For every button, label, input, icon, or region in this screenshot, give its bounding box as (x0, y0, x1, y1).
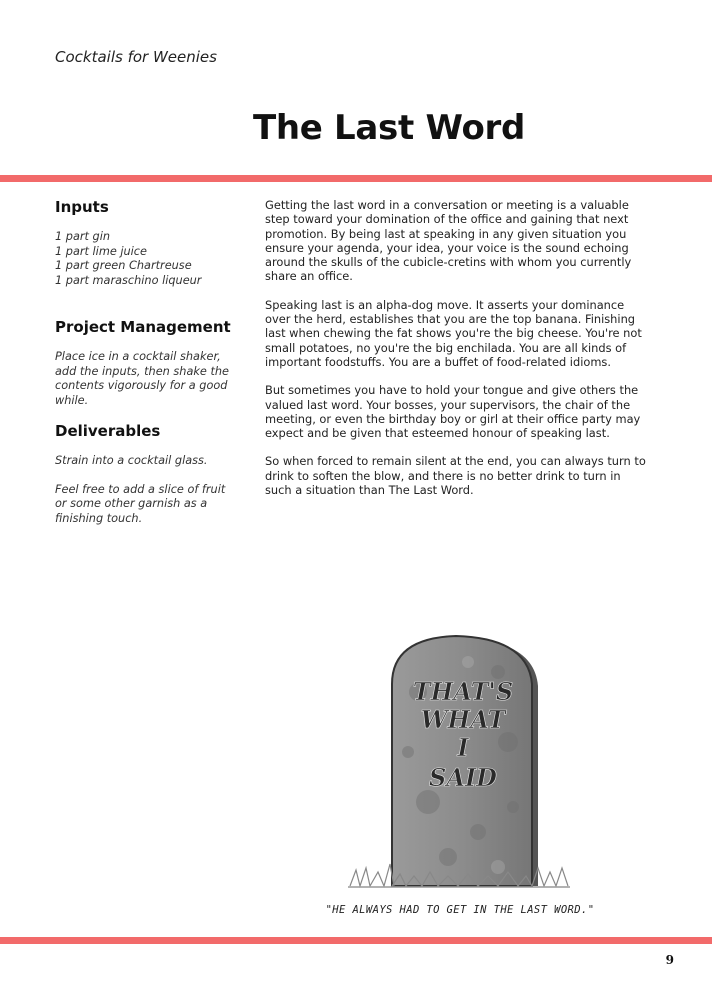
article-body (265, 198, 650, 511)
page-number: 9 (665, 953, 674, 967)
input-item: 1 part lime juice (55, 244, 147, 258)
bottom-divider (0, 937, 712, 944)
tombstone-line: WHAT (420, 705, 506, 734)
recipe-column (55, 198, 237, 525)
inputs-heading: Inputs (55, 198, 109, 216)
tombstone-line: SAID (429, 763, 497, 792)
body-paragraph: Speaking last is an alpha-dog move. It asserts your dominance over the herd, establishes that you are the top banana. Finishing last when chewing the fat shows you're the big cheese. You're not small potatoes, no you're the big enchilada. You are all kinds of important foodstuffs. You are a buffet of food-related idioms. (265, 297, 642, 369)
body-paragraph: So when forced to remain silent at the end, you can always turn to drink to soften the blow, and there is no better drink to turn in such a situation than The Last Word. (265, 454, 646, 498)
input-item: 1 part gin (55, 230, 111, 243)
input-item: 1 part green Chartreuse (55, 259, 192, 272)
body-paragraph: But sometimes you have to hold your tongue and give others the valued last word. Your bosses, your supervisors, the chair of the meeting, or even the birthday boy or girl at their office party may expect and be given that esteemed honour of speaking last. (265, 383, 641, 441)
tombstone-line: THAT'S (412, 677, 514, 706)
deliverables-section (55, 422, 237, 526)
tombstone-icon (348, 632, 570, 890)
input-item: 1 part maraschino liqueur (55, 273, 202, 287)
running-head: Cocktails for Weenies (55, 48, 217, 66)
deliverables-text: Strain into a cocktail glass. (55, 454, 208, 467)
tombstone-line: I (457, 733, 469, 762)
inputs-section (55, 198, 237, 288)
method-text: Place ice in a cocktail shaker, add the inputs, then shake the contents vigorously for a good while. (55, 350, 229, 407)
deliverables-heading: Deliverables (55, 422, 161, 440)
project-management-heading: Project Management (55, 318, 231, 336)
illustration-caption: "HE ALWAYS HAD TO GET IN THE LAST WORD." (325, 904, 595, 916)
project-management-section (55, 318, 237, 408)
deliverables-text: Feel free to add a slice of fruit or some other garnish as a finishing touch. (55, 482, 226, 525)
tombstone-illustration (348, 632, 570, 890)
page-title: The Last Word (252, 108, 526, 148)
top-divider (0, 175, 712, 182)
body-paragraph: Getting the last word in a conversation or meeting is a valuable step toward your domination of the office and gaining that next promotion. By being last at speaking in any given situation you ensure your agenda, your idea, your voice is the sound echoing around the skulls of the cubicle-cretins with whom you currently share an office. (265, 198, 632, 284)
